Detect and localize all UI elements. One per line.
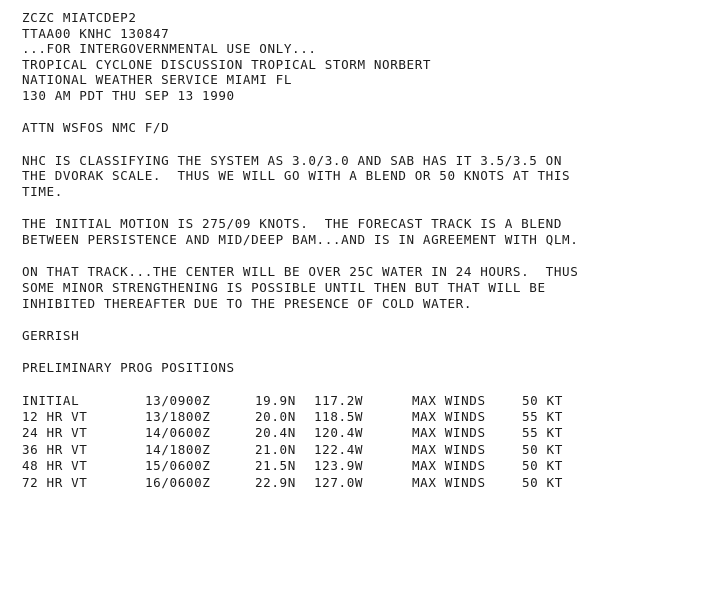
spacer bbox=[22, 311, 712, 328]
bulletin-header bbox=[22, 10, 712, 104]
prog-wind-speed: 55 KT bbox=[522, 409, 563, 425]
prog-max-winds-label: MAX WINDS bbox=[412, 392, 486, 408]
prog-longitude: 120.4W bbox=[314, 425, 364, 441]
prog-row bbox=[22, 442, 712, 458]
paragraph-line: INHIBITED THEREAFTER DUE TO THE PRESENCE OF COLD WATER. bbox=[22, 295, 473, 311]
prog-latitude: 22.9N bbox=[255, 474, 296, 490]
prog-valid-time: 13/1800Z bbox=[145, 409, 211, 425]
prog-longitude: 122.4W bbox=[314, 441, 364, 457]
prog-wind-speed: 50 KT bbox=[522, 392, 563, 408]
prog-valid-label: 72 HR VT bbox=[22, 474, 88, 490]
prog-longitude: 118.5W bbox=[314, 409, 364, 425]
prog-valid-time: 16/0600Z bbox=[145, 474, 211, 490]
prog-longitude: 123.9W bbox=[314, 458, 364, 474]
paragraph-intensity bbox=[22, 264, 712, 311]
paragraph-line: THE INITIAL MOTION IS 275/09 KNOTS. THE FORECAST TRACK IS A BLEND bbox=[22, 216, 563, 232]
prog-valid-time: 15/0600Z bbox=[145, 458, 211, 474]
prog-longitude: 127.0W bbox=[314, 474, 364, 490]
prog-max-winds-label: MAX WINDS bbox=[412, 409, 486, 425]
prog-latitude: 21.5N bbox=[255, 458, 296, 474]
paragraph-line: SOME MINOR STRENGTHENING IS POSSIBLE UNTIL THEN BUT THAT WILL BE bbox=[22, 279, 546, 295]
paragraph-line: TIME. bbox=[22, 183, 63, 199]
prog-row bbox=[22, 458, 712, 474]
prog-row bbox=[22, 409, 712, 425]
paragraph-line: ON THAT TRACK...THE CENTER WILL BE OVER 25C WATER IN 24 HOURS. THUS bbox=[22, 264, 579, 280]
prog-wind-speed: 50 KT bbox=[522, 458, 563, 474]
prog-max-winds-label: MAX WINDS bbox=[412, 474, 486, 490]
prog-valid-time: 14/1800Z bbox=[145, 441, 211, 457]
prog-max-winds-label: MAX WINDS bbox=[412, 441, 486, 457]
prog-latitude: 19.9N bbox=[255, 392, 296, 408]
paragraph-classification bbox=[22, 153, 712, 200]
spacer bbox=[22, 136, 712, 153]
prog-valid-label: 12 HR VT bbox=[22, 409, 88, 425]
paragraph-line: NHC IS CLASSIFYING THE SYSTEM AS 3.0/3.0 AND SAB HAS IT 3.5/3.5 ON bbox=[22, 152, 563, 168]
prog-row bbox=[22, 475, 712, 491]
prog-wind-speed: 50 KT bbox=[522, 441, 563, 457]
prog-valid-label: 48 HR VT bbox=[22, 458, 88, 474]
paragraph-line: THE DVORAK SCALE. THUS WE WILL GO WITH A BLEND OR 50 KNOTS AT THIS bbox=[22, 168, 571, 184]
spacer bbox=[22, 248, 712, 265]
prog-latitude: 20.0N bbox=[255, 409, 296, 425]
prog-valid-label: 36 HR VT bbox=[22, 441, 88, 457]
paragraph-motion bbox=[22, 216, 712, 247]
prog-valid-time: 13/0900Z bbox=[145, 392, 211, 408]
spacer bbox=[22, 343, 712, 360]
spacer bbox=[22, 104, 712, 121]
prog-max-winds-label: MAX WINDS bbox=[412, 458, 486, 474]
prog-wind-speed: 55 KT bbox=[522, 425, 563, 441]
prog-valid-label: INITIAL bbox=[22, 392, 80, 408]
header-line-awips-id: TTAA00 KNHC 130847 bbox=[22, 25, 170, 41]
forecaster-signature: GERRISH bbox=[22, 327, 80, 343]
prog-row bbox=[22, 425, 712, 441]
prog-wind-speed: 50 KT bbox=[522, 474, 563, 490]
attention-line: ATTN WSFOS NMC F/D bbox=[22, 120, 170, 136]
spacer bbox=[22, 376, 712, 393]
prog-latitude: 20.4N bbox=[255, 425, 296, 441]
prog-latitude: 21.0N bbox=[255, 441, 296, 457]
prog-valid-label: 24 HR VT bbox=[22, 425, 88, 441]
paragraph-line: BETWEEN PERSISTENCE AND MID/DEEP BAM...AND IS IN AGREEMENT WITH QLM. bbox=[22, 231, 579, 247]
header-line-wmo-code: ZCZC MIATCDEP2 bbox=[22, 10, 137, 25]
spacer bbox=[22, 200, 712, 217]
prog-positions-title: PRELIMINARY PROG POSITIONS bbox=[22, 360, 235, 376]
prog-row bbox=[22, 393, 712, 409]
prog-longitude: 117.2W bbox=[314, 392, 364, 408]
header-line-title: TROPICAL CYCLONE DISCUSSION TROPICAL STORM NORBERT bbox=[22, 56, 432, 72]
discussion-document bbox=[22, 10, 712, 491]
header-line-office: NATIONAL WEATHER SERVICE MIAMI FL bbox=[22, 72, 293, 88]
prog-positions-table bbox=[22, 393, 712, 491]
header-line-restriction: ...FOR INTERGOVERNMENTAL USE ONLY... bbox=[22, 41, 317, 57]
header-line-issue-time: 130 AM PDT THU SEP 13 1990 bbox=[22, 87, 235, 103]
prog-max-winds-label: MAX WINDS bbox=[412, 425, 486, 441]
prog-valid-time: 14/0600Z bbox=[145, 425, 211, 441]
